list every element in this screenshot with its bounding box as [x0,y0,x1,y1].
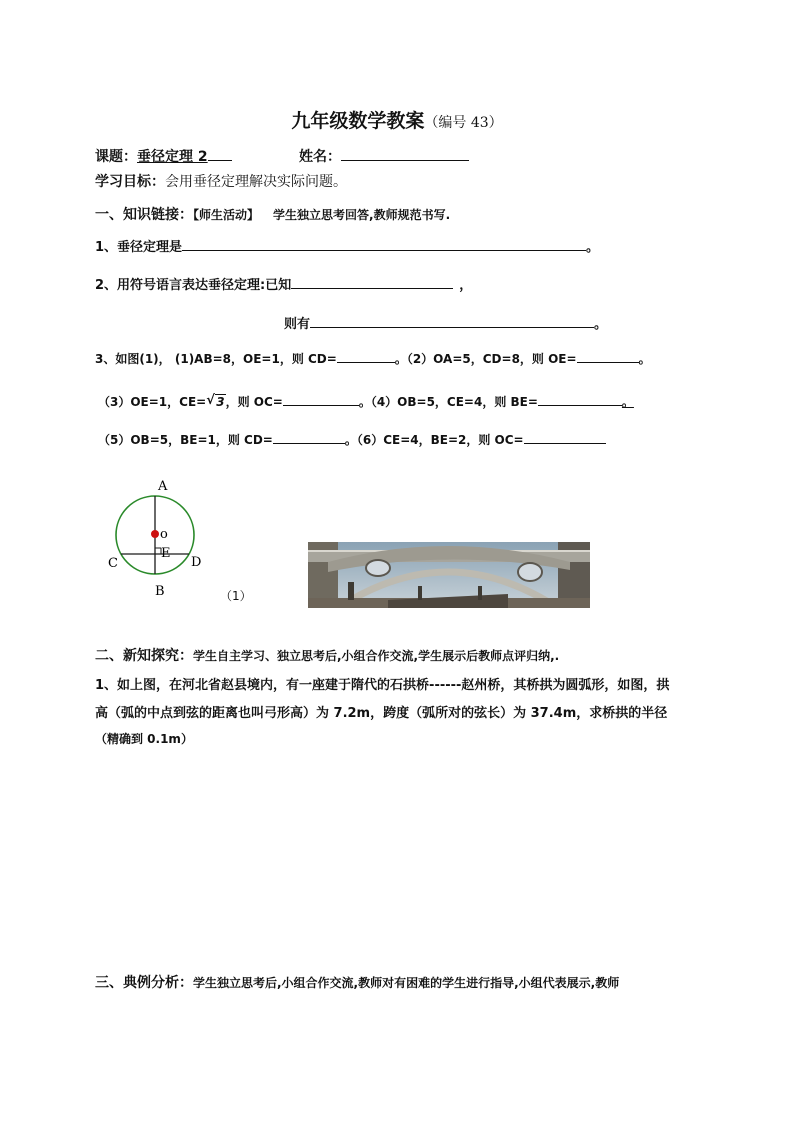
q1-end: 。 [586,240,600,255]
section2-title: 二、新知探究： [95,648,193,664]
section1-heading [95,204,450,224]
name-blank[interactable] [341,147,469,161]
label-o: o [160,527,168,542]
bridge-photo [308,542,590,608]
sqrt-3: √ 3 [206,393,225,409]
q3-p1b: 。（2）OA=5，CD=8，则 OE= [394,352,577,366]
name-label: 姓名： [299,149,341,165]
problem-line2: 高（弧的中点到弦的距离也叫弓形高）为 7.2m，跨度（弧所对的弦长）为 37.4m，求桥拱的半径 [95,706,668,721]
section3-title: 三、典例分析： [95,975,193,991]
q2-text: 2、用符号语言表达垂径定理:已知 [95,278,292,293]
section3-note: 学生独立思考后,小组合作交流,教师对有困难的学生进行指导,小组代表展示,教师 [193,976,620,990]
title-main: 九年级数学教案 [291,110,425,132]
label-b: B [155,584,165,599]
q3-blank-oc2[interactable] [524,430,606,444]
q3-p3b: 。（6）CE=4，BE=2，则 OC= [344,433,524,447]
problem-line3: （精确到 0.1m） [95,732,193,746]
section1-title: 一、知识链接： [95,207,193,223]
q3-p1a: (1)AB=8，OE=1，则 CD= [174,352,337,366]
bridge-illustration [308,542,590,608]
section2-note: 学生自主学习、独立思考后,小组合作交流,学生展示后教师点评归纳,. [193,649,560,663]
q3-blank-cd[interactable] [337,349,395,363]
q3-blank-be[interactable] [538,392,622,406]
problem-line1: 1、如上图，在河北省赵县境内，有一座建于隋代的石拱桥------赵州桥，其桥拱为圆弧形，如图，拱 [95,678,670,693]
question-3-line2 [98,392,634,410]
goal-label: 学习目标： [95,174,165,190]
q2-then: 则有 [284,317,311,332]
question-1 [95,236,599,255]
course-label: 课题： [95,149,137,165]
question-2 [95,274,472,293]
question-3-line1 [95,349,651,367]
q3-p2b: ，则 OC= [225,395,283,409]
goal-text: 会用垂径定理解决实际问题。 [165,174,347,190]
q2-end: 。 [594,317,608,332]
q3-blank-oe[interactable] [577,349,639,363]
course-blank [208,147,232,161]
q3-p2a: （3）OE=1，CE= [98,395,207,409]
section3-heading [95,972,619,992]
learning-goal [95,171,347,191]
q2-blank-given[interactable] [291,275,453,289]
q2-comma: ， [459,278,473,293]
q3-p1c: 。 [638,352,651,366]
q2-blank-then[interactable] [310,314,594,328]
sqrt-value: 3 [216,395,225,409]
q3-blank-oc[interactable] [283,392,359,406]
question-3-line3 [98,430,606,448]
circle-diagram [98,474,228,609]
page-title [0,106,794,133]
label-c: C [108,556,118,571]
q3-blank-cd2[interactable] [273,430,345,444]
name-line [299,146,469,166]
course-line [95,146,232,166]
q3-p2d: 。 [621,395,634,409]
label-a: A [158,479,168,494]
label-d: D [191,555,202,570]
q3-p2c: 。（4）OB=5，CE=4，则 BE= [358,395,538,409]
section1-activity: 【师生活动】 [193,208,260,222]
course-value: 垂径定理 2 [137,149,208,165]
question-2-then [284,313,607,332]
figure-caption: （1） [220,589,252,603]
q3-p3a: （5）OB=5，BE=1，则 CD= [98,433,273,447]
q1-blank[interactable] [182,237,586,251]
q3-intro: 3、如图(1)， [95,352,171,366]
center-point [151,530,159,538]
label-e: E [161,546,171,561]
title-sub: （编号 43） [424,115,503,131]
q1-text: 1、垂径定理是 [95,240,183,255]
section2-heading [95,645,559,665]
circle-figure [98,474,228,609]
section1-note: 学生独立思考回答,教师规范书写. [273,208,451,222]
